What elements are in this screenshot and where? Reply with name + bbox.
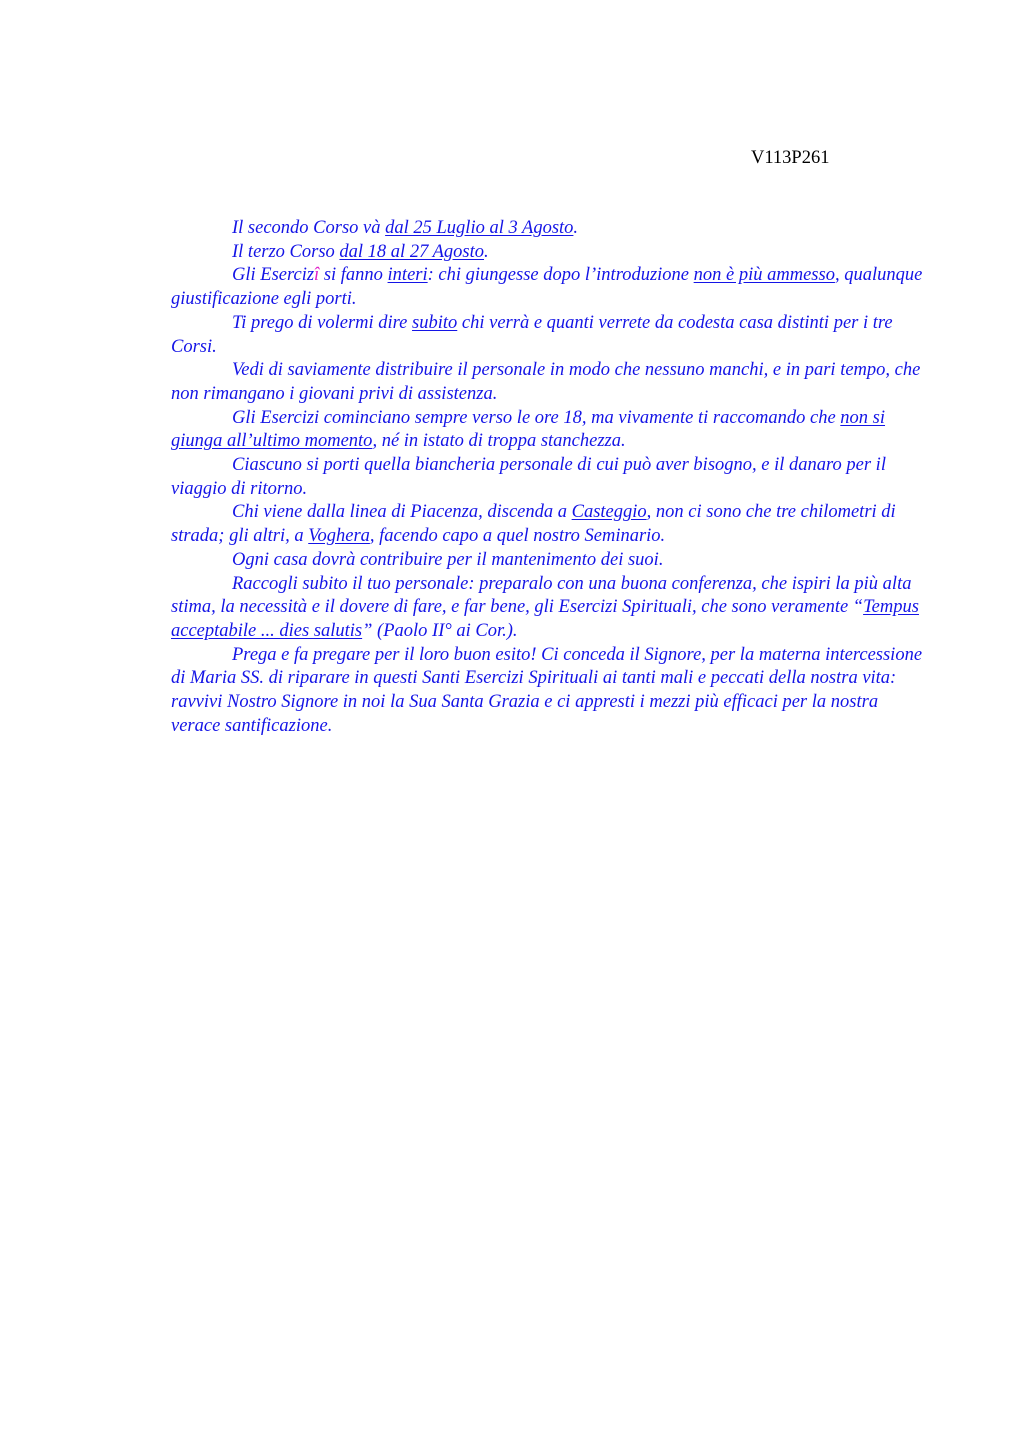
paragraph xyxy=(171,359,931,406)
underlined-text: interi xyxy=(387,265,428,286)
underlined-text: subito xyxy=(412,312,458,333)
text-run: : chi giungesse dopo l’introduzione xyxy=(427,265,694,286)
underlined-text: Casteggio xyxy=(571,502,647,523)
underlined-text: dal 18 al 27 Agosto xyxy=(339,241,485,262)
paragraph xyxy=(171,407,931,454)
underlined-text: non si giunga all’ultimo momento xyxy=(171,407,886,452)
text-run: , qualunque giustificazione egli porti. xyxy=(171,265,923,310)
page-identifier: V113P261 xyxy=(751,148,830,168)
text-run: Ciascuno si porti quella biancheria personale di cui può aver bisogno, e il danaro per il viaggio di ritorno. xyxy=(171,455,886,499)
paragraph xyxy=(171,264,931,311)
text-run: Gli Esercizi cominciano sempre verso le ore 18, ma vivamente ti raccomando che xyxy=(232,407,841,428)
underlined-text: non è più ammesso xyxy=(693,265,835,286)
text-run: , né in istato di troppa stanchezza. xyxy=(372,431,626,452)
text-run: , facendo capo a quel nostro Seminario. xyxy=(369,526,666,547)
text-run: Prega e fa pregare per il loro buon esito! Ci conceda il Signore, per la materna intercessione di Maria SS. di riparare in questi Santi Esercizi Spirituali ai tanti mali e peccati della nostra vita: ravvivi Nostro Signore in noi la Sua Santa Grazia e ci appresti i mezzi più efficaci per la nostra verace santificazione. xyxy=(171,644,923,736)
paragraph xyxy=(171,241,931,265)
text-run: . xyxy=(573,218,579,238)
paragraph xyxy=(171,501,931,548)
text-run: Il terzo Corso xyxy=(232,241,340,262)
text-run: , non ci sono che tre chilometri di strada; gli altri, a xyxy=(171,502,896,547)
paragraph xyxy=(171,573,931,644)
text-run: ” (Paolo II° ai Cor.). xyxy=(362,620,518,641)
highlighted-character: î xyxy=(314,265,320,286)
text-run: Ti prego di volermi dire xyxy=(232,312,413,333)
text-run: . xyxy=(484,241,489,262)
text-run: Il secondo Corso và xyxy=(232,218,386,238)
underlined-text: Voghera xyxy=(308,526,370,547)
letter-body xyxy=(171,217,931,738)
text-run: si fanno xyxy=(319,265,388,286)
text-run: chi verrà e quanti verrete da codesta casa distinti per i tre Corsi. xyxy=(171,312,893,357)
paragraph xyxy=(171,454,931,501)
paragraph xyxy=(171,312,931,359)
underlined-text: dal 25 Luglio al 3 Agosto xyxy=(385,218,574,238)
text-run: Ogni casa dovrà contribuire per il mantenimento dei suoi. xyxy=(232,549,664,570)
underlined-text: Tempus acceptabile ... dies salutis xyxy=(171,597,919,641)
text-run: Vedi di saviamente distribuire il personale in modo che nessuno manchi, e in pari tempo, che non rimangano i giovani privi di assistenza. xyxy=(171,360,921,404)
paragraph xyxy=(171,644,931,739)
text-run: Chi viene dalla linea di Piacenza, discenda a xyxy=(232,502,572,523)
text-run: Gli Eserciz xyxy=(232,265,315,286)
paragraph xyxy=(171,217,931,241)
text-run: Raccogli subito il tuo personale: preparalo con una buona conferenza, che ispiri la più alta stima, la necessità e il dovere di fare, e far bene, gli Esercizi Spirituali, che sono veramente “ xyxy=(171,573,912,618)
paragraph xyxy=(171,549,931,573)
